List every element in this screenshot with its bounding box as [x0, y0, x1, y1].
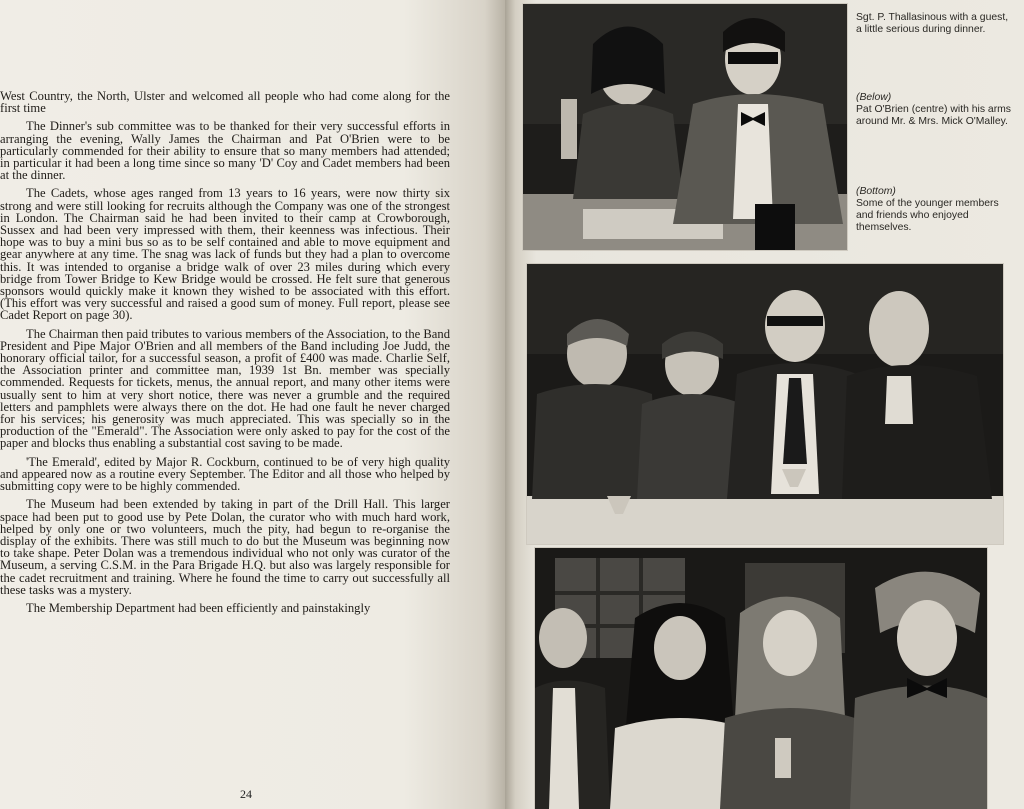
caption-below-label: (Below) [856, 92, 892, 103]
caption-below-text: Pat O'Brien (centre) with his arms around Mr. & Mrs. Mick O'Malley. [856, 104, 1012, 127]
paragraph: The Dinner's sub committee was to be thanked for their very successful efforts in arranging the evening, Wally James the Chairman and Pat O'Brien were to be particularly commended for their ability to ensure that so many members had attended; in particular it had been a long time since so many 'D' Coy and Cadet members had been at the dinner. [0, 119, 450, 183]
paragraph: West Country, the North, Ulster and welcomed all people who had come along for the first time [0, 89, 450, 116]
article-text [0, 90, 450, 620]
photo-younger-members [535, 548, 987, 809]
page-number: 24 [240, 787, 252, 801]
caption-bottom-text: Some of the younger members and friends who enjoyed themselves. [856, 198, 999, 233]
photo-pat-obrien-group [527, 264, 1003, 544]
caption-top: Sgt. P. Thallasinous with a guest, a little serious during dinner. [856, 12, 1009, 35]
paragraph: The Cadets, whose ages ranged from 13 years to 16 years, were now thirty six strong and were still looking for recruits although the Company was one of the strongest in London. The Chairman said he had been invited to their camp at Crowborough, Sussex and had been very impressed with them, their keenness was infectious. Their hope was to buy a mini bus so as to be self contained and able to move equipment and gear anywhere at any time. The snag was lack of funds but they had a plan to overcome this. It was intended to organise a bridge walk of over 23 miles during which every bridge from Tower Bridge to Kew Bridge would be crossed. He felt sure that generous sponsors would quickly make it known they wished to be associated with this effort. (This effort was very successful and raised a good sum of money. Full report, please see Cadet Report on page 30). [0, 186, 450, 323]
photo-sergeant-with-guest [523, 4, 847, 250]
paragraph: The Membership Department had been efficiently and painstakingly [26, 600, 371, 615]
paragraph: 'The Emerald', edited by Major R. Cockburn, continued to be of very high quality and appeared now as a routine every September. The Editor and all those who helped by submitting copy were to be highly commended. [0, 454, 450, 494]
caption-bottom [856, 186, 1016, 234]
left-page [0, 0, 505, 809]
right-page [505, 0, 1024, 809]
paragraph: The Museum had been extended by taking in part of the Drill Hall. This larger space had been put to good use by Pete Dolan, the curator who with much hard work, helped by only one or two volunteers, much the pity, had begun to re-organise the display of the exhibits. There was still much to do but the Museum was beginning now to take shape. Peter Dolan was a tremendous individual who not only was curator of the Museum, a serving C.S.M. in the Para Brigade H.Q. but also was largely responsible for the cadet recruitment and training. Where he found the time to carry out successfully all these tasks was a mystery. [0, 497, 450, 597]
caption-bottom-label: (Bottom) [856, 186, 896, 197]
paragraph: The Chairman then paid tributes to various members of the Association, to the Band President and Pipe Major O'Brien and all members of the Band including Joe Judd, the honorary official tailor, for a successful season, a profit of £400 was made. Charlie Self, the Association printer and committee man, 1939 1st Bn. member was specially commended. Requests for tickets, menus, the annual report, and many other items were usually sent to him at very short notice, there was never a grumble and the required letters and pamphlets were always there on the dot. He had one fault he never charged for his services; his generosity was much appreciated. This was specially so in the production of the "Emerald". The Association were only asked to pay for the cost of the paper and blocks thus enabling a substantial cost saving to be made. [0, 326, 450, 451]
caption-below [856, 92, 1016, 128]
